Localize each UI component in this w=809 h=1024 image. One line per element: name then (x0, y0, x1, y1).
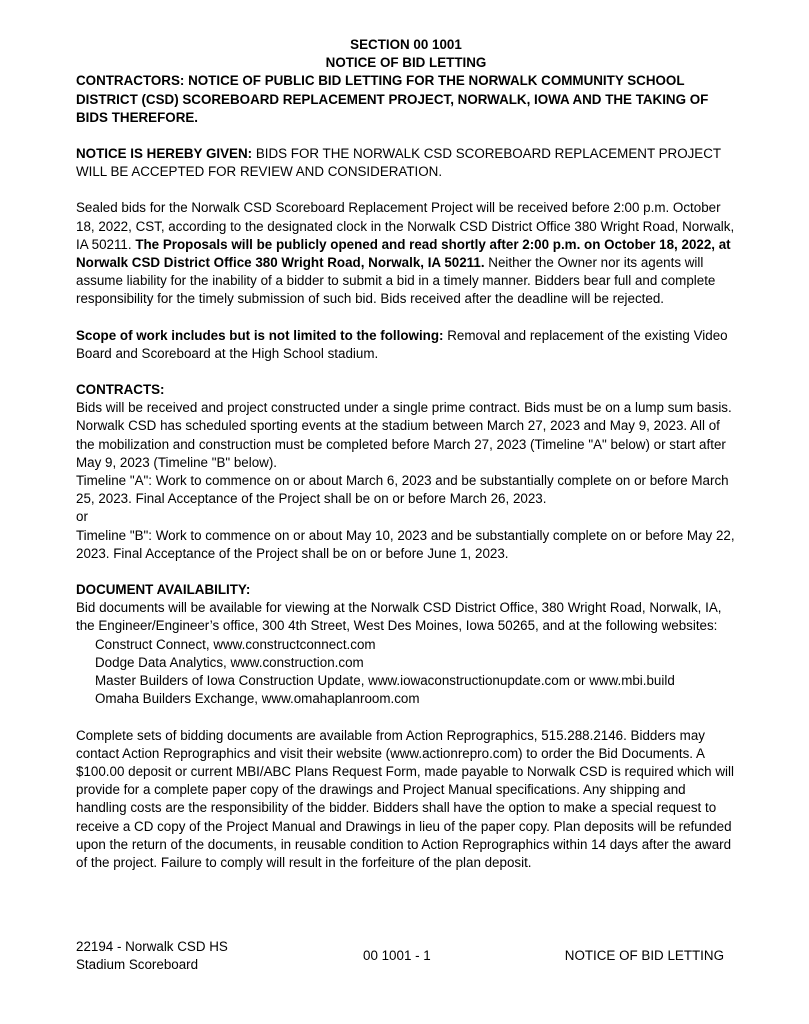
timeline-b: Timeline "B": Work to commence on or about May 10, 2023 and be substantially complete on or before May 22, 2023. Final Acceptance of the Project shall be on or before June 1, 2023. (76, 527, 735, 561)
timeline-a: Timeline "A": Work to commence on or about March 6, 2023 and be substantially complete on or before March 25, 2023. Final Acceptance of the Project shall be on or before March 26, 2023. (76, 473, 729, 507)
page-footer (76, 938, 736, 978)
scope-paragraph (76, 327, 736, 363)
scope-text: Removal and replacement of the existing Video Board and Scoreboard at the High School stadium. (76, 327, 728, 361)
footer-project-line-2: Stadium Scoreboard (76, 957, 199, 972)
sealed-bids-paragraph (76, 199, 736, 308)
sealed-bold-text: The Proposals will be publicly opened and read shortly after 2:00 p.m. on October 18, 2022, at Norwalk CSD District Office 380 Wright Road, Norwalk, IA 50211. (76, 236, 731, 271)
notice-label: NOTICE IS HEREBY GIVEN: (76, 146, 253, 162)
website-item: Master Builders of Iowa Construction Update, www.iowaconstructionupdate.com or www.mbi.build (95, 673, 675, 689)
subject-heading: CONTRACTORS: NOTICE OF PUBLIC BID LETTING FOR THE NORWALK COMMUNITY SCHOOL DISTRICT (CSD) SCOREBOARD REPLACEMENT PROJECT, NORWALK, IOWA AND THE TAKING OF BIDS THEREFORE. (76, 73, 709, 125)
contracts-heading: CONTRACTS: (76, 382, 165, 398)
sealed-text-2: Neither the Owner nor its agents will assume liability for the inability of a bidder to submit a bid in a timely manner. Bidders bear full and complete responsibility for the timely submission of such bid. Bids received after the deadline will be rejected. (76, 255, 716, 307)
sealed-text-1: Sealed bids for the Norwalk CSD Scoreboard Replacement Project will be received before 2:00 p.m. October 18, 2022, CST, according to the designated clock in the Norwalk CSD District Office 380 Wright Road, Norwalk, IA 50211. (76, 200, 735, 252)
footer-page-number: 00 1001 - 1 (363, 948, 431, 963)
section-number: SECTION 00 1001 (350, 37, 462, 52)
notice-paragraph (76, 145, 736, 181)
document-body (76, 36, 736, 872)
contracts-paragraph: Bids will be received and project constructed under a single prime contract. Bids must be on a lump sum basis. Norwalk CSD has scheduled sporting events at the stadium between March 27, 2023 and May 9, 2023. All of the mobilization and construction must be completed before March 27, 2023 (Timeline "A" below) or start after May 9, 2023 (Timeline "B" below). (76, 400, 732, 470)
bidding-documents-paragraph: Complete sets of bidding documents are available from Action Reprographics, 515.288.2146. Bidders may contact Action Reprographics and visit their website (www.actionrepro.com) to order the Bid Documents. A $100.00 deposit or current MBI/ABC Plans Request Form, made payable to Norwalk CSD is required which will provide for a complete paper copy of the drawings and Project Manual specifications. Any shipping and handling costs are the responsibility of the bidder. Bidders shall have the option to make a special request to receive a CD copy of the Project Manual and Drawings in lieu of the paper copy. Plan deposits will be refunded upon the return of the documents, in reusable condition to Action Reprographics within 14 days after the award of the project. Failure to comply will result in the forfeiture of the plan deposit. (76, 727, 734, 870)
notice-text: BIDS FOR THE NORWALK CSD SCOREBOARD REPLACEMENT PROJECT WILL BE ACCEPTED FOR REVIEW AND CONSIDERATION. (76, 146, 721, 180)
document-title: NOTICE OF BID LETTING (325, 55, 487, 71)
footer-project-line-1: 22194 - Norwalk CSD HS (76, 939, 228, 954)
availability-paragraph: Bid documents will be available for viewing at the Norwalk CSD District Office, 380 Wright Road, Norwalk, IA, the Engineer/Engineer’s office, 300 4th Street, West Des Moines, Iowa 50265, and at the following websites: (76, 600, 722, 634)
scope-label: Scope of work includes but is not limited to the following: (76, 327, 444, 343)
timeline-or: or (76, 509, 88, 525)
footer-title: NOTICE OF BID LETTING (564, 948, 724, 963)
website-item: Construct Connect, www.constructconnect.com (95, 636, 376, 652)
availability-heading: DOCUMENT AVAILABILITY: (76, 582, 251, 598)
website-item: Dodge Data Analytics, www.construction.com (95, 654, 364, 670)
footer-project (76, 938, 228, 974)
website-item: Omaha Builders Exchange, www.omahaplanroom.com (95, 691, 420, 707)
